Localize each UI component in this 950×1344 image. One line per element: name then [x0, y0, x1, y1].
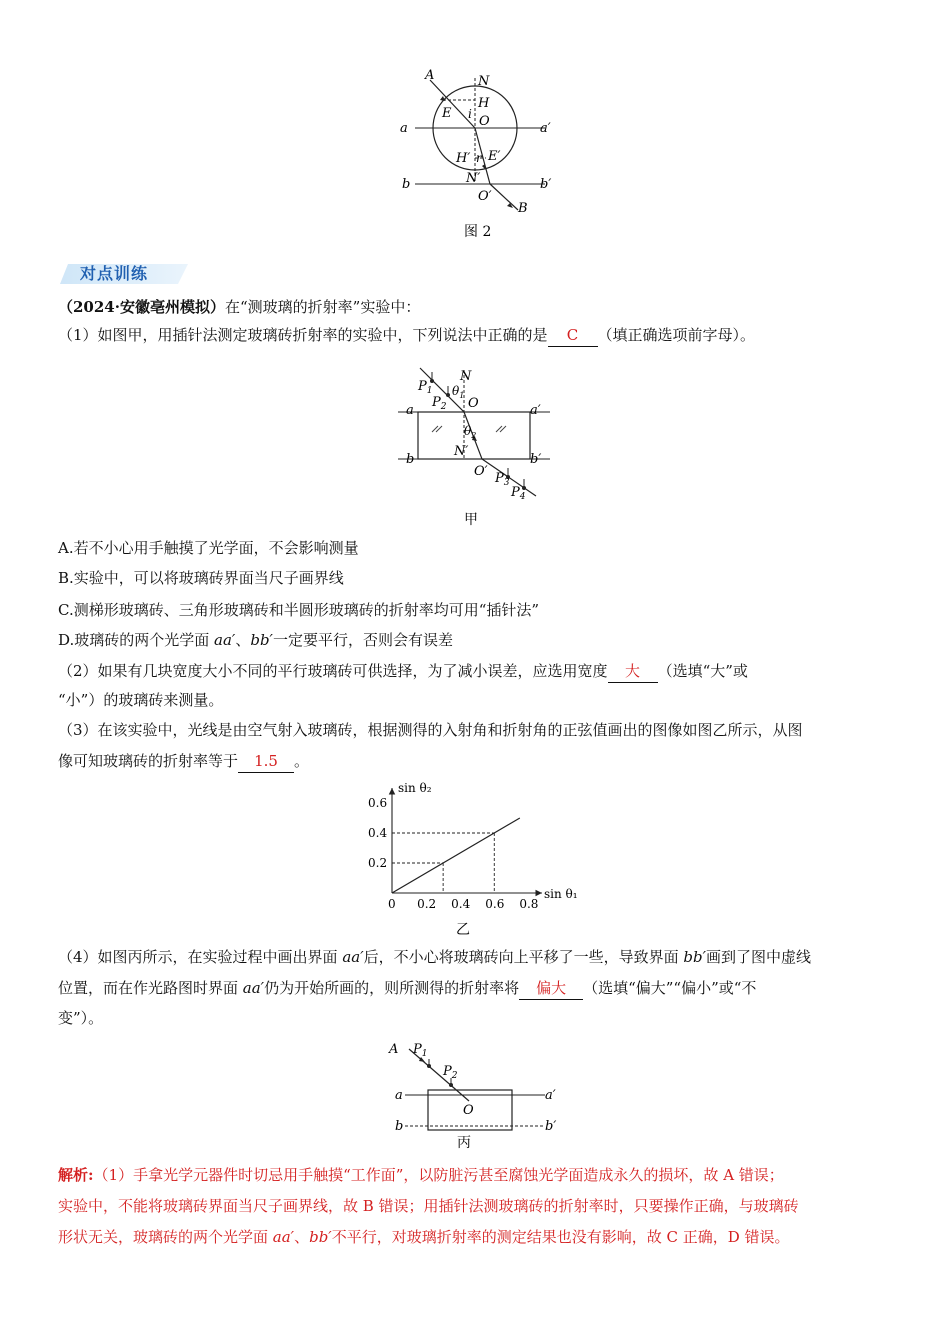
jia-label-a2: a′ — [530, 403, 541, 418]
question-3-line2: 像可知玻璃砖的折射率等于 1.5 。 — [58, 750, 890, 773]
figure-yi-chart — [360, 780, 590, 940]
fig2-label-H: H — [478, 96, 490, 111]
figure-2 — [390, 60, 570, 245]
bing-label-P2: $P_2$ — [443, 1064, 458, 1081]
bing-label-b2: b′ — [545, 1119, 557, 1134]
jia-label-theta2: $\theta_2$ — [464, 424, 477, 440]
section-title: 对点训练 — [80, 264, 149, 283]
chart-xtick-label: 0.2 — [417, 897, 437, 911]
jia-label-P1: $P_1$ — [418, 379, 433, 396]
analysis-line2: 实验中，不能将玻璃砖界面当尺子画界线，故 B 错误；用插针法测玻璃砖的折射率时，只要操作正确，与玻璃砖 — [58, 1197, 799, 1215]
question-stem: （2024·安徽亳州模拟）在“测玻璃的折射率”实验中： — [58, 298, 421, 316]
jia-label-O2: O′ — [474, 464, 488, 479]
jia-label-O: O — [468, 396, 479, 411]
option-c: C.测梯形玻璃砖、三角形玻璃砖和半圆形玻璃砖的折射率均可用“插针法” — [58, 601, 540, 619]
q2-answer: 大 — [608, 660, 658, 683]
fig2-label-b2: b′ — [540, 177, 552, 192]
jia-label-b2: b′ — [530, 452, 542, 467]
figure-bing — [385, 1035, 570, 1153]
question-3: （3）在该实验中，光线是由空气射入玻璃砖，根据测得的入射角和折射角的正弦值画出的图像如图乙所示，从图 — [58, 721, 803, 739]
chart-ytick-label: 0.6 — [368, 796, 388, 810]
jia-label-P4: $P_4$ — [511, 485, 526, 502]
bing-label-O: O — [463, 1103, 474, 1118]
chart-caption: 乙 — [456, 922, 470, 938]
fig2-label-b: b — [402, 177, 411, 192]
jia-caption: 甲 — [464, 512, 478, 528]
fig2-label-r: r — [476, 151, 482, 165]
analysis-line1: 解析:（1）手拿光学元器件时切忌用手触摸“工作面”，以防脏污甚至腐蚀光学面造成永久的损坏，故 A 错误； — [58, 1166, 784, 1184]
question-4-line3: 变”）。 — [58, 1009, 104, 1027]
bing-label-a2: a′ — [545, 1088, 556, 1103]
option-a: A.若不小心用手触摸了光学面，不会影响测量 — [58, 539, 359, 557]
fig2-label-B: B — [518, 201, 528, 216]
bing-label-b: b — [395, 1119, 404, 1134]
fig2-label-a: a — [400, 121, 408, 136]
analysis-label: 解析: — [58, 1166, 94, 1184]
fig2-label-H2: H′ — [456, 151, 471, 166]
analysis-line3: 形状无关，玻璃砖的两个光学面 aa′、bb′不平行，对玻璃折射率的测定结果也没有影响，故 C 正确，D 错误。 — [58, 1228, 790, 1246]
q1-answer: C — [548, 324, 598, 347]
bing-label-a: a — [395, 1088, 403, 1103]
fig2-caption: 图 2 — [464, 224, 492, 240]
jia-label-N: N — [460, 369, 472, 384]
figure-jia — [398, 362, 558, 530]
jia-label-a: a — [406, 403, 414, 418]
fig2-label-i: i — [468, 107, 472, 121]
question-source: （2024·安徽亳州模拟） — [58, 298, 225, 316]
fig2-label-E2: E′ — [488, 149, 501, 164]
bing-caption: 丙 — [457, 1135, 471, 1151]
question-4: （4）如图丙所示，在实验过程中画出界面 aa′后，不小心将玻璃砖向上平移了一些，导致界面 bb′画到了图中虚线 — [58, 948, 812, 966]
fig2-label-O2: O′ — [478, 189, 492, 204]
jia-label-theta1: $\theta_1$ — [452, 384, 465, 400]
option-d: D.玻璃砖的两个光学面 aa′、bb′一定要平行，否则会有误差 — [58, 631, 453, 649]
jia-label-P3: $P_3$ — [495, 471, 510, 488]
question-4-line2: 位置，而在作光路图时界面 aa′仍为开始所画的，则所测得的折射率将 偏大 （选填“偏大”“偏小”或“不 — [58, 977, 890, 1000]
chart-xtick-label: 0 — [388, 897, 396, 911]
q4-answer: 偏大 — [519, 977, 583, 1000]
question-1: （1）如图甲，用插针法测定玻璃砖折射率的实验中，下列说法中正确的是 C （填正确选项前字母）。 — [58, 324, 890, 347]
bing-label-A: A — [389, 1042, 399, 1057]
jia-label-N2: N′ — [454, 444, 469, 459]
fig2-label-A: A — [425, 68, 435, 83]
chart-xtick-label: 0.4 — [451, 897, 471, 911]
option-b: B.实验中，可以将玻璃砖界面当尺子画界线 — [58, 569, 344, 587]
fig2-label-a2: a′ — [540, 121, 551, 136]
fig2-label-N: N — [478, 74, 490, 89]
fig2-label-N2: N′ — [466, 171, 481, 186]
q3-answer: 1.5 — [238, 750, 294, 773]
question-2-line2: “小”）的玻璃砖来测量。 — [58, 691, 224, 709]
chart-xtick-label: 0.6 — [485, 897, 505, 911]
fig2-label-O: O — [479, 114, 490, 129]
chart-xtick-label: 0.8 — [519, 897, 539, 911]
chart-series-line — [392, 818, 520, 893]
chart-ylabel: sin θ₂ — [398, 781, 432, 795]
fig2-label-E: E — [442, 106, 452, 121]
bing-label-P1: $P_1$ — [413, 1042, 428, 1059]
jia-label-P2: $P_2$ — [432, 395, 447, 412]
chart-xlabel: sin θ₁ — [544, 887, 578, 901]
chart-ytick-label: 0.4 — [368, 826, 388, 840]
jia-label-b: b — [406, 452, 415, 467]
question-2: （2）如果有几块宽度大小不同的平行玻璃砖可供选择，为了减小误差，应选用宽度 大 （选填“大”或 — [58, 660, 890, 683]
chart-ytick-label: 0.2 — [368, 856, 388, 870]
